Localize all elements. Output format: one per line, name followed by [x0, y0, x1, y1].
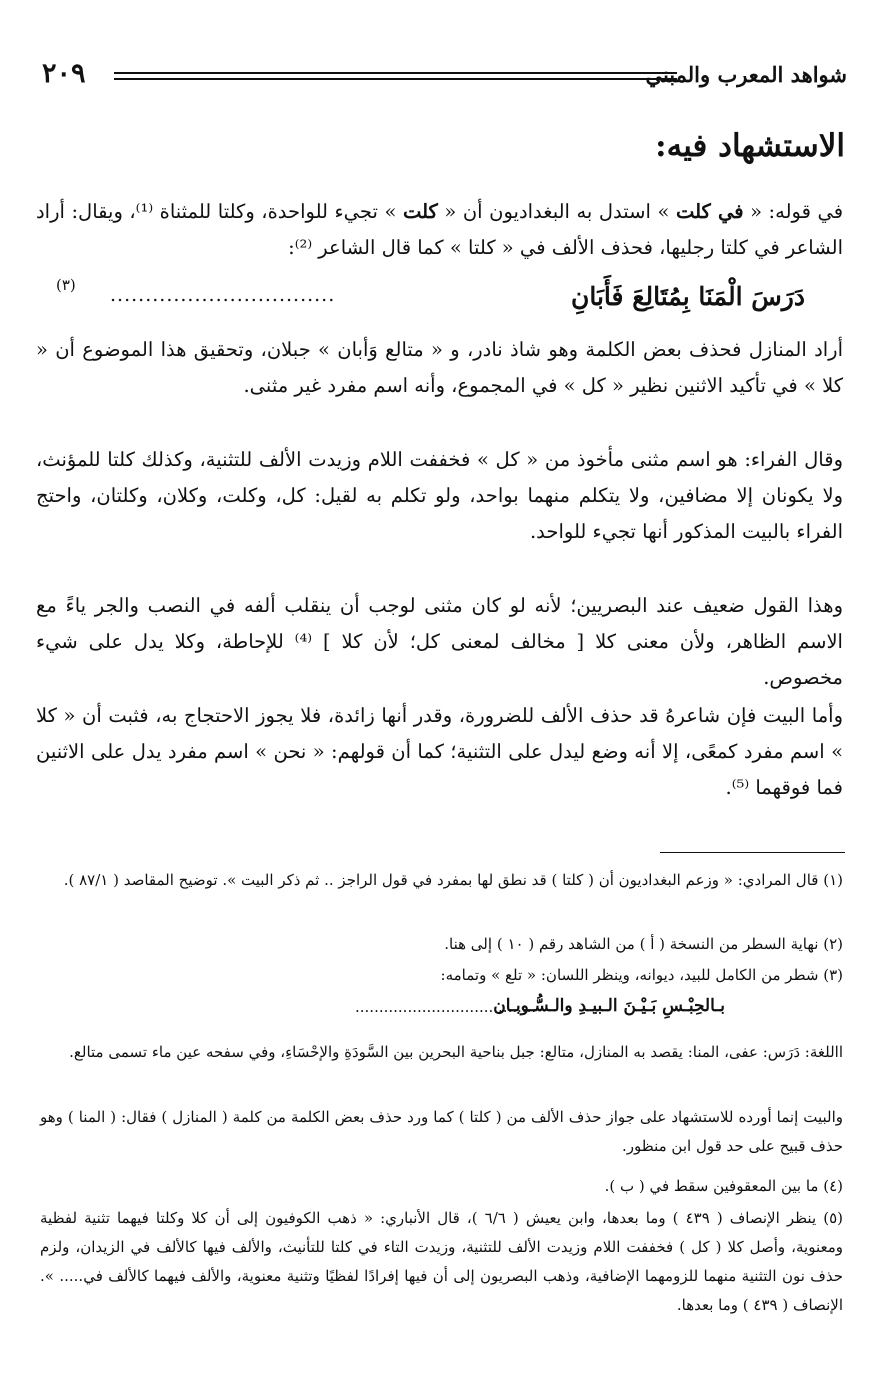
- paragraph-1: [36, 194, 843, 266]
- p1-keyword-1: في كلت: [675, 200, 744, 223]
- footnote-explanation: والبيت إنما أورده للاستشهاد على جواز حذف الألف من ( كلتا ) كما ورد حذف بعض الكلمة من كلمة ( المنازل ) فقال: ( المنا ) وهو حذف قبيح على حد قول ابن منظور.: [40, 1108, 843, 1155]
- footnote-2: (٢) نهاية السطر من النسخة ( أ ) من الشاهد رقم ( ١٠ ) إلى هنا.: [444, 935, 843, 953]
- page-header: [42, 58, 847, 102]
- paragraph-3: وقال الفراء: هو اسم مثنى مأخوذ من « كل » فخففت اللام وزيدت الألف للتثنية، وكذلك كلتا للمؤنث، ولا يكونان إلا مضافين، ولا يتكلم منهما بواحد، ولو تكلم به لقيل: كل، وكلت، وكلان، وكلتان، واحتج الفراء بالبيت المذكور أنها تجيء للواحد.: [36, 448, 843, 543]
- footnote-lugha: االلغة: دَرَس: عفى، المنا: يقصد به المنازل، متالع: جبل بناحية البحرين بين السَّودَةِ والإحْسَاءِ، وفي سفحه عين ماء تسمى متالع.: [69, 1043, 843, 1061]
- p1-keyword-2: كلت: [402, 200, 438, 223]
- page-number: ٢٠٩: [42, 58, 86, 89]
- footnote-verse: بـالحِبْـسِ بَـيْـنَ الـبيـدِ والـسُّـوبـان: [493, 996, 725, 1016]
- p1-rest: » تجيء للواحدة، وكلتا للمثناة ⁽¹⁾، ويقال: أراد الشاعر في كلتا رجليها، فحذف الألف في « كلتا » كما قال الشاعر ⁽²⁾:: [36, 200, 843, 259]
- p1-prefix: في قوله: «: [750, 200, 844, 223]
- poetry-verse: دَرَسَ الْمَنَا بِمُتَالِعَ فَأَبَانِ: [570, 282, 805, 311]
- footnote-1: (١) قال المرادي: « وزعم البغداديون أن ( كلتا ) قد نطق لها بمفرد في قول الراجز .. ثم ذكر البيت ». توضيح المقاصد ( ٨٧/١ ).: [63, 871, 843, 889]
- paragraph-4: وهذا القول ضعيف عند البصريين؛ لأنه لو كان مثنى لوجب أن ينقلب ألفه في النصب والجر ياءً مع الاسم الظاهر، ولأن معنى كلا [ مخالف لمعنى كل؛ لأن كلا ] ⁽⁴⁾ للإحاطة، وكلا يدل على شيء مخصوص.: [36, 594, 843, 689]
- verse-footnote-ref: (٣): [56, 276, 76, 294]
- header-double-rule: [114, 72, 677, 80]
- footnote-5: (٥) ينظر الإنصاف ( ٤٣٩ ) وما بعدها، وابن يعيش ( ٦/٦ )، قال الأنباري: « ذهب الكوفيون إلى أن كلا وكلتا فيهما تثنية لفظية ومعنوية، وأصل كلا ( كل ) فخففت اللام وزيدت الألف للتثنية، وزيدت التاء في كلتا للتأنيث، والألف فيها كالألف في الزيدان، ولزم حذف نون التثنية منهما للزومهما الإضافية، وذهب البصريون إلى أن فيها إفرادًا لفظيًا وتثنية معنوية، والألف فيهما كالألف في..... ». الإنصاف ( ٤٣٩ ) وما بعدها.: [40, 1209, 843, 1314]
- footnote-separator: [660, 852, 845, 853]
- running-title: شواهد المعرب والمبني: [645, 62, 847, 87]
- section-title: الاستشهاد فيه:: [655, 128, 845, 164]
- footnote-verse-ellipsis: ......................................: [355, 998, 537, 1016]
- p1-middle: » استدل به البغداديون أن «: [444, 200, 670, 223]
- footnote-3: (٣) شطر من الكامل للبيد، ديوانه، وينظر اللسان: « تلع » وتمامه:: [440, 966, 843, 984]
- paragraph-5: وأما البيت فإن شاعرهُ قد حذف الألف للضرورة، وقدر أنها زائدة، فلا يجوز الاحتجاج به، فثبت أن « كلا » اسم مفرد كمعًى، إلا أنه وضع ليدل على التثنية؛ كما أن قولهم: « نحن » اسم مفرد يدل على الاثنين فما فوقهما ⁽⁵⁾.: [36, 704, 843, 799]
- paragraph-2: أراد المنازل فحذف بعض الكلمة وهو شاذ نادر، و « متالع وَأبان » جبلان، وتحقيق هذا الموضوع أن « كلا » في تأكيد الاثنين نظير « كل » في المجموع، وأنه اسم مفرد غير مثنى.: [36, 338, 843, 397]
- footnote-4: (٤) ما بين المعقوفين سقط في ( ب ).: [604, 1177, 843, 1195]
- verse-ellipsis: ................................: [110, 284, 336, 306]
